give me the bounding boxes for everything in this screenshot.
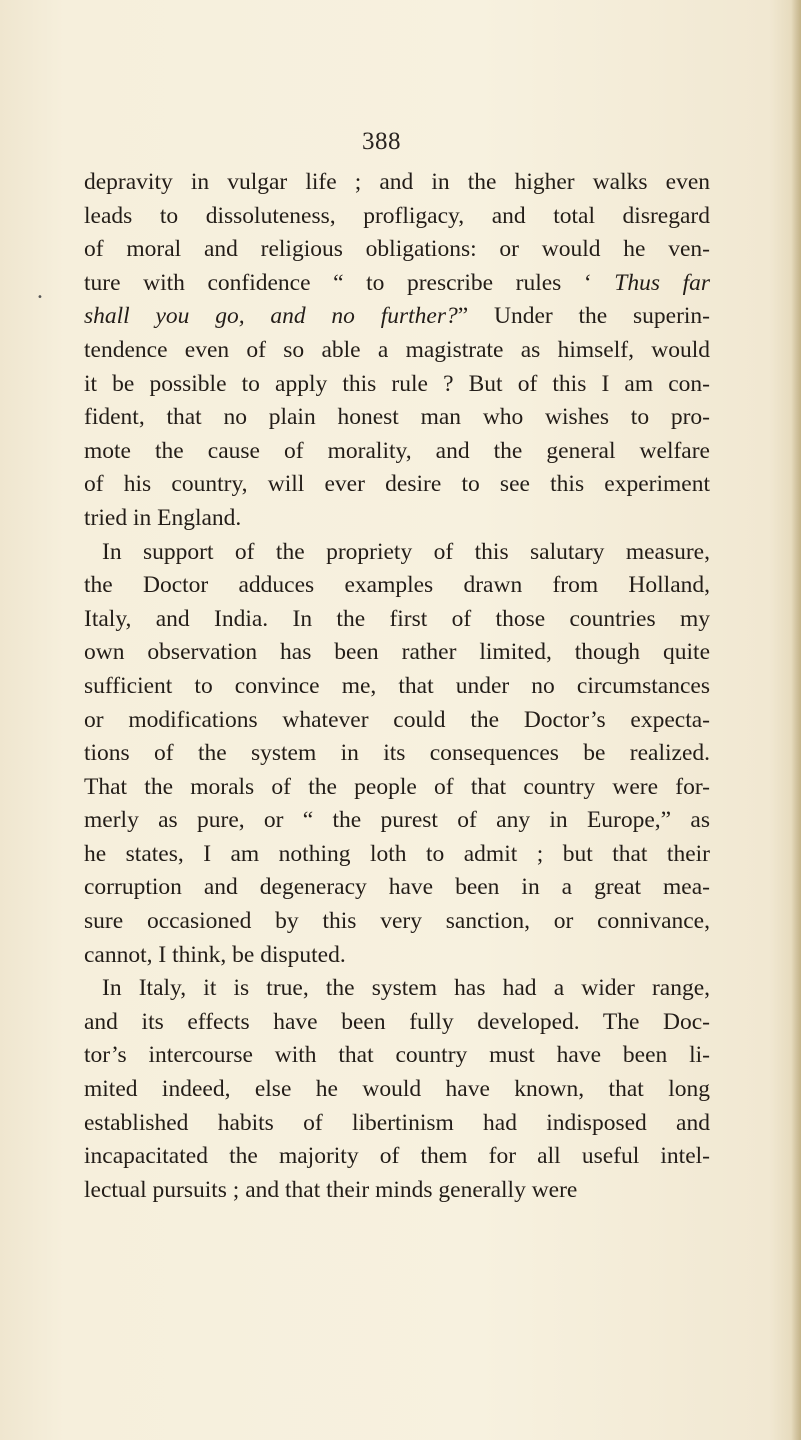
- text-line: [84, 670, 710, 704]
- body-text: [84, 166, 710, 1207]
- text-run: corruption and degeneracy have been in a great mea-: [84, 874, 710, 901]
- text-run: tions of the system in its consequences be realized.: [84, 740, 710, 767]
- text-line: [84, 334, 710, 368]
- page-gutter-shadow: [791, 0, 801, 1440]
- text-run: tor’s intercourse with that country must have been li-: [84, 1042, 710, 1069]
- text-run: In support of the propriety of this salutary measure,: [102, 538, 710, 565]
- text-run: established habits of libertinism had indisposed and: [84, 1109, 710, 1136]
- text-line: [84, 603, 710, 637]
- text-line: [84, 972, 710, 1006]
- text-run: lectual pursuits ; and that their minds generally were: [84, 1176, 578, 1203]
- text-line: [84, 905, 710, 939]
- text-line: [84, 300, 710, 334]
- text-run: That the morals of the people of that country were for-: [84, 773, 710, 800]
- text-run: of his country, will ever desire to see this experiment: [84, 471, 710, 498]
- text-run: mote the cause of morality, and the general welfare: [84, 437, 710, 464]
- text-line: [84, 569, 710, 603]
- text-line: [84, 435, 710, 469]
- text-run: leads to dissoluteness, profligacy, and total disregard: [84, 202, 710, 229]
- text-line: [84, 1039, 710, 1073]
- text-line: [84, 838, 710, 872]
- text-run: fident, that no plain honest man who wishes to pro-: [84, 404, 710, 431]
- page-number: 388: [362, 128, 401, 155]
- text-line: [84, 804, 710, 838]
- text-run: tried in England.: [84, 504, 242, 531]
- text-line: [84, 1107, 710, 1141]
- text-line: [84, 737, 710, 771]
- text-run: Italy, and India. In the first of those countries my: [84, 605, 710, 632]
- text-run: incapacitated the majority of them for all useful intel-: [84, 1143, 710, 1170]
- text-run: cannot, I think, be disputed.: [84, 941, 346, 968]
- text-line: [84, 468, 710, 502]
- text-run: ” Under the superin-: [457, 303, 710, 330]
- text-line: [84, 1174, 710, 1208]
- text-run: tendence even of so able a magistrate as himself, would: [84, 336, 710, 363]
- text-line: [84, 1006, 710, 1040]
- text-line: [84, 267, 710, 301]
- text-line: [84, 1073, 710, 1107]
- text-line: [84, 166, 710, 200]
- text-run: sufficient to convince me, that under no circumstances: [84, 672, 710, 699]
- text-run: In Italy, it is true, the system has had a wider range,: [102, 975, 710, 1002]
- text-line: [84, 233, 710, 267]
- text-run: or modifications whatever could the Doctor’s expecta-: [84, 706, 710, 733]
- text-run: and its effects have been fully developed. The Doc-: [84, 1008, 710, 1035]
- text-line: [84, 636, 710, 670]
- text-line: [84, 368, 710, 402]
- stray-mark: •: [37, 292, 43, 303]
- text-line: [84, 502, 710, 536]
- text-line: [84, 771, 710, 805]
- text-line: [84, 1140, 710, 1174]
- text-run: of moral and religious obligations: or would he ven-: [84, 236, 710, 263]
- text-run: depravity in vulgar life ; and in the higher walks even: [84, 169, 710, 195]
- italic-text-run: shall you go, and no further?: [84, 303, 458, 330]
- text-run: sure occasioned by this very sanction, or connivance,: [84, 908, 710, 935]
- text-run: it be possible to apply this rule ? But of this I am con-: [84, 370, 710, 397]
- text-run: mited indeed, else he would have known, that long: [84, 1076, 710, 1103]
- text-line: [84, 871, 710, 905]
- text-line: [84, 704, 710, 738]
- text-run: own observation has been rather limited, though quite: [84, 639, 710, 666]
- text-line: [84, 401, 710, 435]
- text-run: the Doctor adduces examples drawn from Holland,: [84, 572, 710, 599]
- text-run: he states, I am nothing loth to admit ; but that their: [84, 840, 710, 867]
- text-run: ture with confidence “ to prescribe rules ‘: [84, 269, 615, 296]
- text-line: [84, 200, 710, 234]
- text-run: merly as pure, or “ the purest of any in Europe,” as: [84, 807, 710, 834]
- text-line: [84, 536, 710, 570]
- italic-text-run: Thus far: [614, 269, 710, 296]
- text-line: [84, 939, 710, 973]
